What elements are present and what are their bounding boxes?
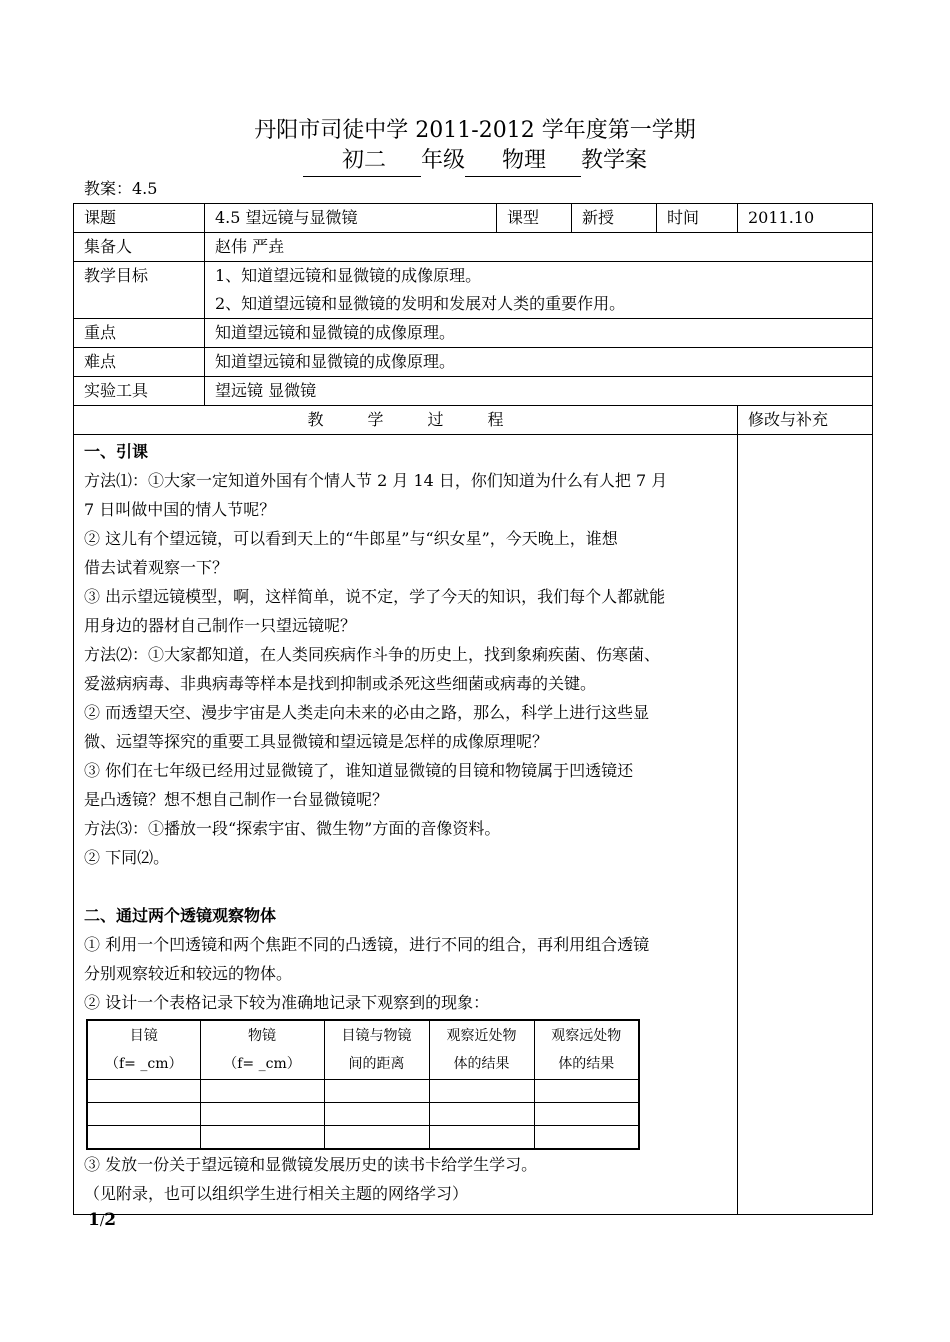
process-body-row: [74, 435, 873, 1215]
empty-cell[interactable]: [324, 1126, 429, 1150]
observation-header-cell: 观察近处物 体的结果: [429, 1020, 534, 1080]
plan-label: 教案：4.5: [84, 179, 158, 198]
tools-row: [74, 377, 873, 406]
difficulty-row: [74, 348, 873, 377]
prep-value: 赵伟 严垚: [205, 233, 873, 262]
section1-line: 爱滋病病毒、非典病毒等样本是找到抑制或杀死这些细菌或病毒的关键。: [84, 674, 597, 693]
empty-cell[interactable]: [87, 1080, 200, 1103]
time-value: 2011.10: [738, 204, 873, 233]
observation-empty-row: [87, 1126, 639, 1150]
section1-line: 7 日叫做中国的情人节呢？: [84, 500, 276, 519]
empty-cell[interactable]: [429, 1080, 534, 1103]
page-total: 2: [104, 1210, 117, 1230]
prep-label: 集备人: [74, 233, 205, 262]
empty-cell[interactable]: [87, 1126, 200, 1150]
type-value: 新授: [572, 204, 657, 233]
empty-cell[interactable]: [324, 1080, 429, 1103]
document-subtitle: [0, 146, 950, 177]
section2-line: 分别观察较近和较远的物体。: [84, 964, 293, 983]
process-header: [74, 406, 738, 435]
observation-table: [86, 1019, 640, 1150]
empty-cell[interactable]: [534, 1080, 639, 1103]
topic-label: 课题: [74, 204, 205, 233]
goals-row: [74, 262, 873, 319]
topic-value: 4.5 望远镜与显微镜: [205, 204, 497, 233]
lesson-plan-table: [73, 203, 873, 1215]
page-separator: /: [99, 1214, 105, 1229]
section2-title: 二、通过两个透镜观察物体: [84, 906, 277, 925]
empty-cell[interactable]: [200, 1126, 324, 1150]
section1-line: ② 下同⑵。: [84, 848, 170, 867]
key-label: 重点: [74, 319, 205, 348]
empty-cell[interactable]: [429, 1103, 534, 1126]
section1-line: ② 这儿有个望远镜，可以看到天上的“牛郎星”与“织女星”，今天晚上，谁想: [84, 529, 618, 548]
tools-label: 实验工具: [74, 377, 205, 406]
empty-cell[interactable]: [534, 1103, 639, 1126]
key-row: [74, 319, 873, 348]
difficulty-value: 知道望远镜和显微镜的成像原理。: [205, 348, 873, 377]
observation-empty-row: [87, 1080, 639, 1103]
section1-line: 方法⑵：①大家都知道，在人类同疾病作斗争的历史上，找到象痢疾菌、伤寒菌、: [84, 645, 661, 664]
section1-line: 微、远望等探究的重要工具显微镜和望远镜是怎样的成像原理呢？: [84, 732, 549, 751]
process-content: [74, 435, 738, 1215]
section1-line: 用身边的器材自己制作一只望远镜呢？: [84, 616, 357, 635]
page-current: 1: [88, 1210, 100, 1230]
observation-header-cell: 目镜 （f= _cm）: [87, 1020, 200, 1080]
process-header-char: 过: [427, 410, 444, 429]
process-header-row: [74, 406, 873, 435]
empty-cell[interactable]: [200, 1103, 324, 1126]
observation-empty-row: [87, 1103, 639, 1126]
observation-header-cell: 物镜 （f= _cm）: [200, 1020, 324, 1080]
key-value: 知道望远镜和显微镜的成像原理。: [205, 319, 873, 348]
time-label: 时间: [657, 204, 738, 233]
subject-value: 物理: [502, 148, 547, 173]
revise-label: 修改与补充: [738, 406, 873, 435]
grade-suffix: 年级: [420, 148, 465, 173]
grade-field: [303, 146, 421, 177]
observation-header-cell: 观察远处物 体的结果: [534, 1020, 639, 1080]
observation-header-cell: 目镜与物镜 间的距离: [324, 1020, 429, 1080]
page-number: [88, 1210, 116, 1230]
prep-row: [74, 233, 873, 262]
grade-value: 初二: [342, 148, 387, 173]
section1-title: 一、引课: [84, 442, 149, 461]
section1-line: 是凸透镜？想不想自己制作一台显微镜呢？: [84, 790, 389, 809]
goals-label: 教学目标: [74, 262, 205, 319]
section2-line: ② 设计一个表格记录下较为准确地记录下观察到的现象：: [84, 993, 490, 1012]
difficulty-label: 难点: [74, 348, 205, 377]
blank-line: [84, 872, 729, 901]
empty-cell[interactable]: [200, 1080, 324, 1103]
section1-line: ③ 出示望远镜模型，啊，这样简单，说不定，学了今天的知识，我们每个人都就能: [84, 587, 666, 606]
topic-row: [74, 204, 873, 233]
section1-line: ② 而透望天空、漫步宇宙是人类走向未来的必由之路，那么，科学上进行这些显: [84, 703, 650, 722]
tools-value: 望远镜 显微镜: [205, 377, 873, 406]
observation-header-row: [87, 1020, 639, 1080]
process-header-char: 学: [367, 410, 384, 429]
document-title: 丹阳市司徒中学 2011-2012 学年度第一学期: [254, 118, 696, 143]
section2-after-line: （见附录，也可以组织学生进行相关主题的网络学习）: [84, 1184, 469, 1203]
type-label: 课型: [497, 204, 572, 233]
subject-field: [465, 146, 581, 177]
goal-item: 1、知道望远镜和显微镜的成像原理。: [215, 266, 482, 285]
goal-item: 2、知道望远镜和显微镜的发明和发展对人类的重要作用。: [215, 294, 626, 313]
section2-line: ① 利用一个凹透镜和两个焦距不同的凸透镜，进行不同的组合，再利用组合透镜: [84, 935, 650, 954]
empty-cell[interactable]: [429, 1126, 534, 1150]
section1-line: ③ 你们在七年级已经用过显微镜了，谁知道显微镜的目镜和物镜属于凹透镜还: [84, 761, 634, 780]
section2-after-line: ③ 发放一份关于望远镜和显微镜发展历史的读书卡给学生学习。: [84, 1155, 538, 1174]
empty-cell[interactable]: [324, 1103, 429, 1126]
section1-line: 借去试着观察一下？: [84, 558, 229, 577]
goals-value: [205, 262, 873, 319]
process-header-char: 教: [307, 410, 324, 429]
revise-column[interactable]: [738, 435, 873, 1215]
section1-line: 方法⑴：①大家一定知道外国有个情人节 2 月 14 日，你们知道为什么有人把 7 月: [84, 471, 668, 490]
empty-cell[interactable]: [534, 1126, 639, 1150]
section1-line: 方法⑶：①播放一段“探索宇宙、微生物”方面的音像资料。: [84, 819, 501, 838]
empty-cell[interactable]: [87, 1103, 200, 1126]
doc-type: 教学案: [581, 148, 648, 173]
process-header-char: 程: [487, 410, 504, 429]
